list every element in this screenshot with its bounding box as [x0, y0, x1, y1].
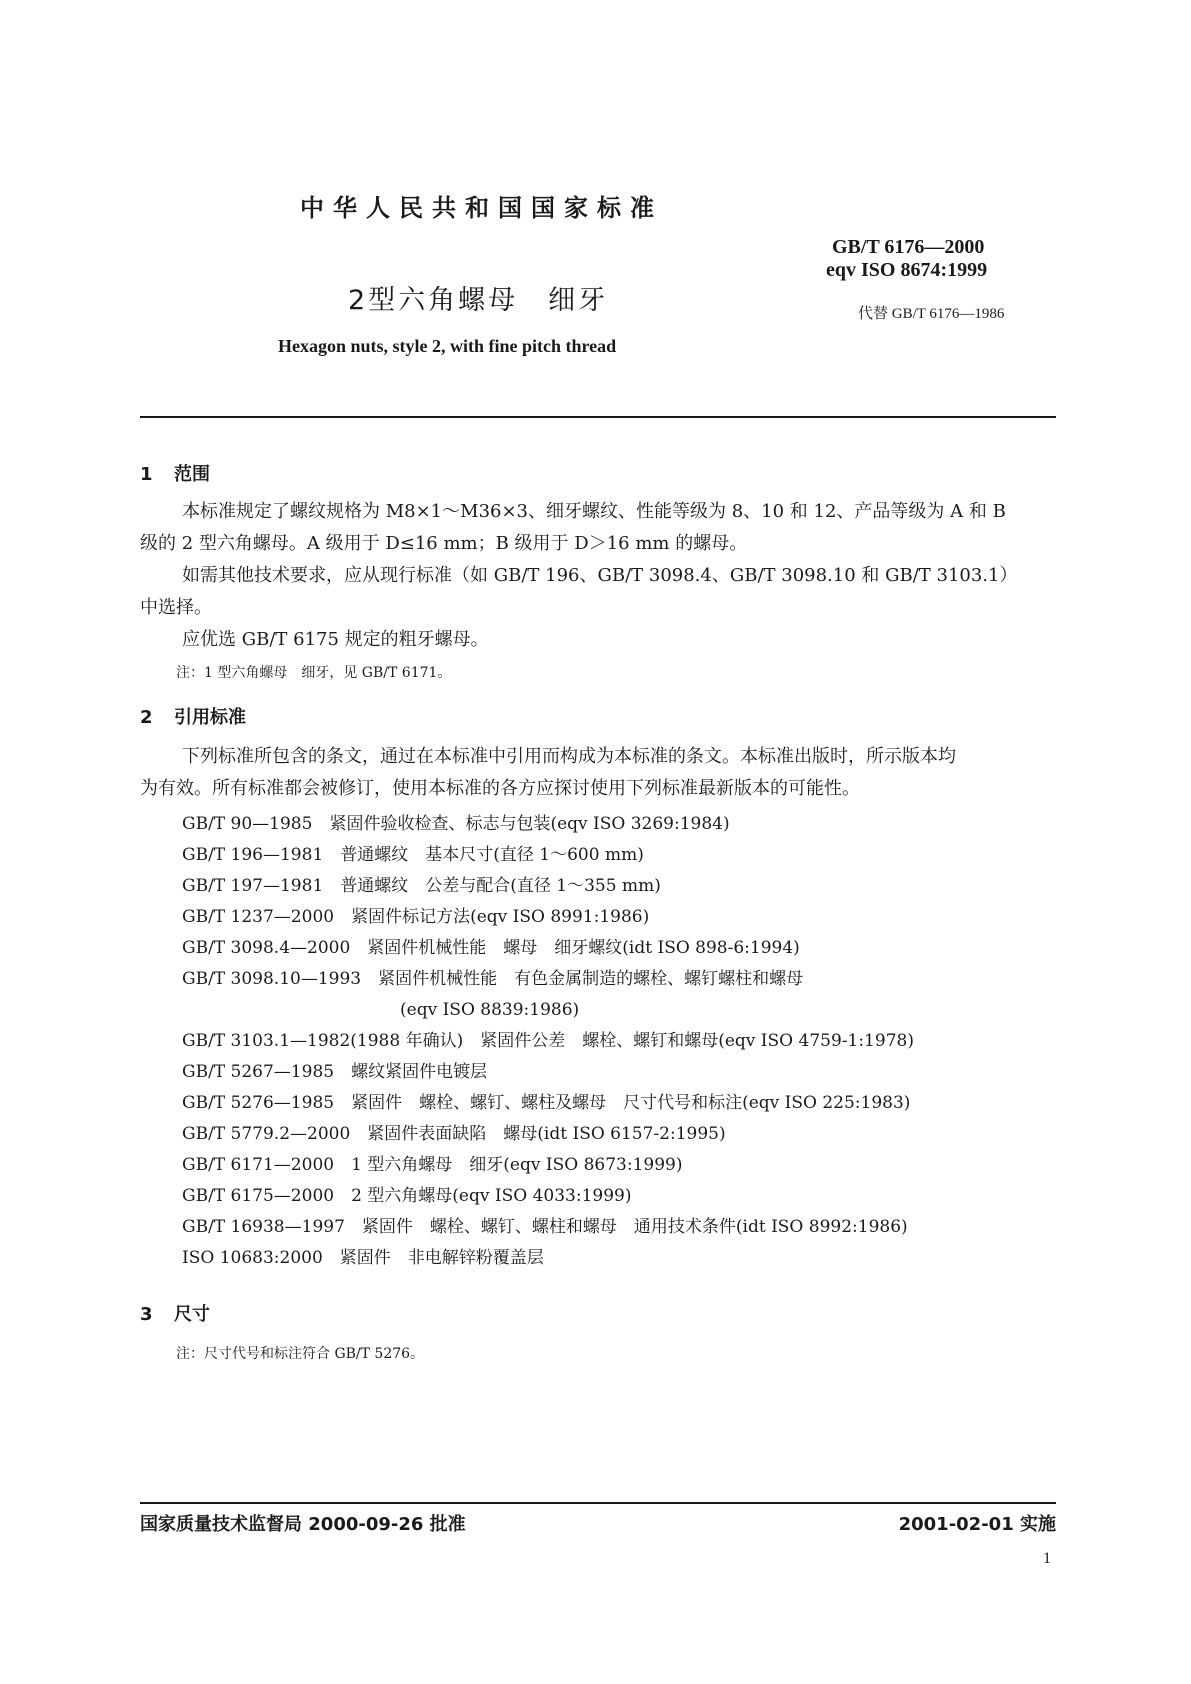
s1-note: 注：1 型六角螺母 细牙，见 GB/T 6171。	[176, 665, 452, 681]
reference-item: GB/T 5267—1985 螺纹紧固件电镀层	[182, 1062, 488, 1082]
reference-item: GB/T 196—1981 普通螺纹 基本尺寸(直径 1～600 mm)	[182, 845, 644, 865]
reference-item: GB/T 3103.1—1982(1988 年确认) 紧固件公差 螺栓、螺钉和螺母(eqv ISO 4759-1:1978)	[182, 1031, 914, 1051]
s1-paragraph-2-line-2: 中选择。	[140, 597, 212, 618]
reference-item: GB/T 3098.4—2000 紧固件机械性能 螺母 细牙螺纹(idt ISO 898-6:1994)	[182, 938, 800, 958]
effective-date: 2001-02-01 实施	[898, 1514, 1056, 1535]
reference-item: GB/T 1237—2000 紧固件标记方法(eqv ISO 8991:1986)	[182, 907, 650, 927]
reference-item: GB/T 90—1985 紧固件验收检查、标志与包装(eqv ISO 3269:1984)	[182, 814, 730, 834]
page-number: 1	[1043, 1550, 1051, 1567]
standard-equivalence: eqv ISO 8674:1999	[826, 259, 988, 281]
reference-item: ISO 10683:2000 紧固件 非电解锌粉覆盖层	[182, 1248, 544, 1268]
s3-note: 注：尺寸代号和标注符合 GB/T 5276。	[176, 1346, 425, 1362]
section-title: 引用标准	[174, 707, 246, 728]
s1-paragraph-2-line-1: 如需其他技术要求，应从现行标准（如 GB/T 196、GB/T 3098.4、GB/T 3098.10 和 GB/T 3103.1）	[182, 565, 1018, 586]
reference-item: GB/T 197—1981 普通螺纹 公差与配合(直径 1～355 mm)	[182, 876, 661, 896]
reference-item: GB/T 3098.10—1993 紧固件机械性能 有色金属制造的螺栓、螺钉螺柱和螺母	[182, 969, 804, 989]
s2-paragraph-line-2: 为有效。所有标准都会被修订，使用本标准的各方应探讨使用下列标准最新版本的可能性。	[140, 778, 860, 799]
header-divider	[140, 416, 1056, 418]
reference-item: GB/T 16938—1997 紧固件 螺栓、螺钉、螺柱和螺母 通用技术条件(idt ISO 8992:1986)	[182, 1217, 908, 1237]
section-3-heading	[140, 1300, 210, 1326]
org-title: 中华人民共和国国家标准	[300, 194, 663, 222]
section-number: 2	[140, 707, 153, 728]
section-2-heading	[140, 703, 246, 729]
section-title: 尺寸	[174, 1304, 210, 1325]
reference-item: GB/T 5276—1985 紧固件 螺栓、螺钉、螺柱及螺母 尺寸代号和标注(eqv ISO 225:1983)	[182, 1093, 911, 1113]
replaces-note: 代替 GB/T 6176—1986	[858, 306, 1005, 322]
reference-item: GB/T 6171—2000 1 型六角螺母 细牙(eqv ISO 8673:1999)	[182, 1155, 683, 1175]
footer-divider	[140, 1502, 1056, 1504]
approval-info: 国家质量技术监督局 2000-09-26 批准	[140, 1514, 466, 1535]
section-number: 3	[140, 1304, 153, 1325]
document-title: 2型六角螺母 细牙	[348, 285, 609, 316]
reference-item: GB/T 6175—2000 2 型六角螺母(eqv ISO 4033:1999)	[182, 1186, 632, 1206]
reference-item-continuation: (eqv ISO 8839:1986)	[400, 1000, 580, 1020]
section-number: 1	[140, 464, 153, 485]
reference-item: GB/T 5779.2—2000 紧固件表面缺陷 螺母(idt ISO 6157-2:1995)	[182, 1124, 726, 1144]
s1-paragraph-1-line-2: 级的 2 型六角螺母。A 级用于 D≤16 mm；B 级用于 D＞16 mm 的螺母。	[140, 533, 748, 554]
standard-number: GB/T 6176—2000	[832, 236, 985, 258]
section-1-heading	[140, 460, 210, 486]
s1-paragraph-3: 应优选 GB/T 6175 规定的粗牙螺母。	[182, 629, 489, 650]
s1-paragraph-1-line-1: 本标准规定了螺纹规格为 M8×1～M36×3、细牙螺纹、性能等级为 8、10 和 12、产品等级为 A 和 B	[182, 501, 1006, 522]
english-title: Hexagon nuts, style 2, with fine pitch thread	[278, 336, 617, 356]
s2-paragraph-line-1: 下列标准所包含的条文，通过在本标准中引用而构成为本标准的条文。本标准出版时，所示版本均	[182, 746, 956, 767]
section-title: 范围	[174, 464, 210, 485]
